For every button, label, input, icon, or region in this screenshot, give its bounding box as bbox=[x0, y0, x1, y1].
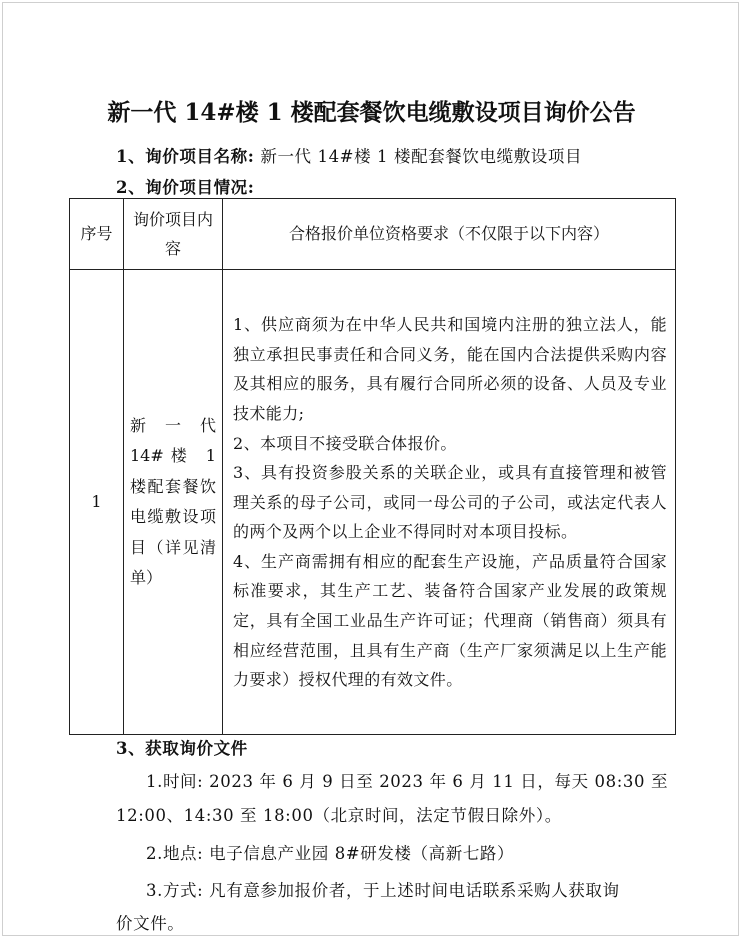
location-line: 2.地点: 电子信息产业园 8#研发楼（高新七路） bbox=[146, 844, 515, 863]
table-header-row bbox=[70, 199, 676, 270]
requirement-3: 3、具有投资参股关系的关联企业，或具有直接管理和被管理关系的母子公司，或同一母公司的子公司，或法定代表人的两个及两个以上企业不得同时对本项目投标。 bbox=[233, 463, 667, 542]
section-3-label: 3、获取询价文件 bbox=[116, 739, 248, 758]
section-2-label: 2、询价项目情况: bbox=[116, 178, 255, 197]
row-index: 1 bbox=[70, 270, 124, 735]
requirement-2: 2、本项目不接受联合体报价。 bbox=[233, 433, 457, 453]
header-content: 询价项目内容 bbox=[124, 199, 223, 270]
header-requirements: 合格报价单位资格要求（不仅限于以下内容） bbox=[223, 199, 676, 270]
table-row bbox=[70, 270, 676, 735]
row-content: 新一代 14#楼 1 楼配套餐饮电缆敷设项目（详见清单） bbox=[124, 270, 223, 735]
inquiry-table bbox=[69, 198, 676, 735]
method-line-1: 3.方式: 凡有意参加报价者，于上述时间电话联系采购人获取询 bbox=[146, 881, 620, 900]
section-1 bbox=[116, 143, 582, 167]
row-requirements bbox=[223, 270, 676, 735]
requirement-1: 1、供应商须为在中华人民共和国境内注册的独立法人，能独立承担民事责任和合同义务，能在国内合法提供采购内容及其相应的服务，具有履行合同所必须的设备、人员及专业技术能力; bbox=[233, 315, 667, 423]
section-1-value: 新一代 14#楼 1 楼配套餐饮电缆敷设项目 bbox=[260, 147, 583, 166]
requirement-4: 4、生产商需拥有相应的配套生产设施，产品质量符合国家标准要求，其生产工艺、装备符合国家产业发展的政策规定，具有全国工业品生产许可证；代理商（销售商）须具有相应经营范围，且具有生产商（生产厂家须满足以上生产能力要求）授权代理的有效文件。 bbox=[233, 551, 667, 690]
document-title: 新一代 14#楼 1 楼配套餐饮电缆敷设项目询价公告 bbox=[107, 99, 636, 126]
time-line-2: 12:00、14:30 至 18:00（北京时间，法定节假日除外）。 bbox=[116, 806, 562, 825]
time-line-1: 1.时间: 2023 年 6 月 9 日至 2023 年 6 月 11 日，每天 08:30 至 bbox=[146, 772, 669, 791]
method-line-2: 价文件。 bbox=[116, 914, 185, 933]
header-index: 序号 bbox=[70, 199, 124, 270]
section-1-label: 1、询价项目名称: bbox=[116, 147, 255, 166]
